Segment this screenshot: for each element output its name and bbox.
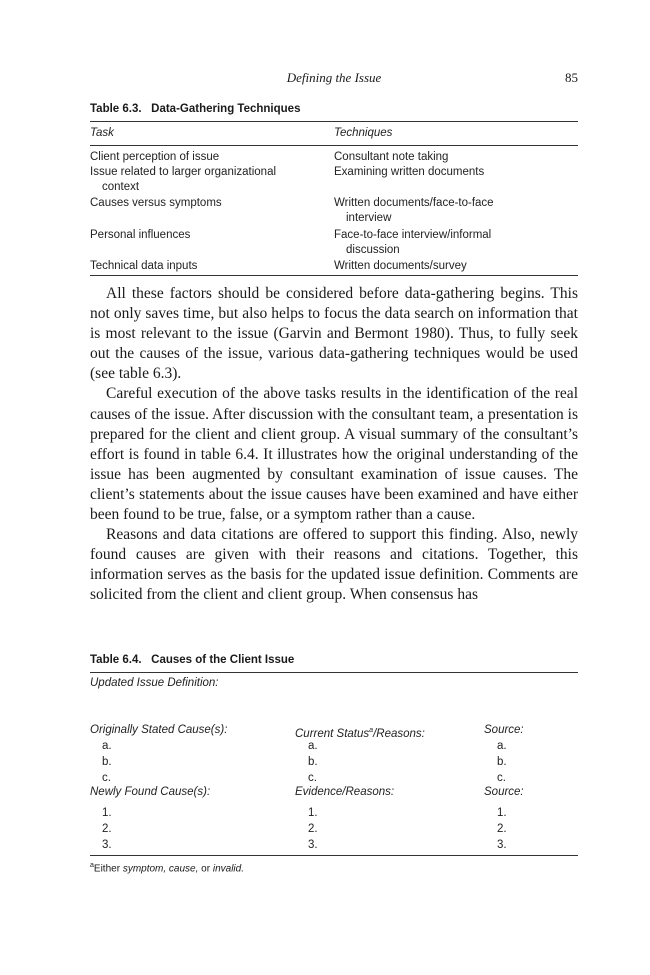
list-item: 1.: [102, 807, 112, 819]
table-6-4-bottom-rule: [90, 855, 578, 856]
footnote-marker: a: [369, 727, 374, 734]
table-row-technique: Written documents/survey: [334, 260, 467, 272]
table-6-3-header-techniques: Techniques: [334, 127, 393, 139]
table-row-technique: Consultant note taking: [334, 151, 449, 163]
list-item: 3.: [308, 839, 318, 851]
table-row-task: Client perception of issue: [90, 151, 220, 163]
evidence-reasons-header: Evidence/Reasons:: [295, 786, 395, 798]
page-number: 85: [565, 70, 578, 85]
table-row-technique: Examining written documents: [334, 166, 485, 178]
list-item: 3.: [497, 839, 507, 851]
list-item: b.: [497, 756, 507, 768]
list-item: a.: [497, 740, 507, 752]
table-6-3-title: Data-Gathering Techniques: [151, 103, 301, 115]
running-header: [90, 70, 578, 86]
list-item: a.: [308, 740, 318, 752]
table-6-3-caption: [90, 103, 300, 115]
list-item: c.: [497, 772, 506, 784]
list-item: 2.: [497, 823, 507, 835]
table-6-4-top-rule: [90, 672, 578, 673]
originally-stated-causes-header: Originally Stated Cause(s):: [90, 724, 228, 736]
body-text: [90, 284, 578, 606]
list-item: b.: [102, 756, 112, 768]
table-6-3-header-task: Task: [90, 127, 114, 139]
list-item: 1.: [497, 807, 507, 819]
running-title: Defining the Issue: [286, 70, 382, 85]
table-6-4-number: Table 6.4.: [90, 654, 142, 666]
table-row-task: Technical data inputs: [90, 260, 198, 272]
paragraph-3: Reasons and data citations are offered to support this finding. Also, newly found causes are given with their reasons and citations. Together, this information serves as the basis for the updated issue definition. Comments are solicited from the client and client group. When consensus has: [90, 526, 578, 604]
table-row-technique: Written documents/face-to-face interview: [334, 197, 494, 224]
footnote-marker: a: [90, 862, 94, 869]
current-status-header: Current Status$^a$/Reasons:: [295, 727, 425, 740]
table-6-3-header-rule: [90, 145, 578, 146]
table-6-3-bottom-rule: [90, 275, 578, 276]
list-item: c.: [102, 772, 111, 784]
table-row-technique: Face-to-face interview/informal discussion: [334, 229, 492, 256]
table-row-task: Issue related to larger organizational context: [90, 166, 277, 193]
table-6-4-caption: [90, 654, 294, 666]
table-footnote: $^a$Either symptom, cause, or invalid.: [90, 862, 244, 875]
table-6-4-title: Causes of the Client Issue: [151, 654, 295, 666]
table-row-task: Causes versus symptoms: [90, 197, 222, 209]
source-header-1: Source:: [484, 724, 524, 736]
newly-found-causes-header: Newly Found Cause(s):: [90, 786, 211, 798]
list-item: 1.: [308, 807, 318, 819]
source-header-2: Source:: [484, 786, 524, 798]
paragraph-2: Careful execution of the above tasks results in the identification of the real causes of the issue. After discussion with the consultant team, a presentation is prepared for the client and client group. A visual summary of the consultant’s effort is found in table 6.4. It illustrates how the original understanding of the issue has been augmented by consultant examination of issue causes. The client’s statements about the issue causes have been examined and have either been found to be true, false, or a symptom rather than a cause.: [90, 385, 578, 524]
list-item: 3.: [102, 839, 112, 851]
list-item: b.: [308, 756, 318, 768]
table-6-3-number: Table 6.3.: [90, 103, 142, 115]
paragraph-1: All these factors should be considered before data-gathering begins. This not only saves time, but also helps to focus the data search on information that is most relevant to the issue (Garvin and Bermont 1980). Thus, to fully seek out the causes of the issue, various data-gathering techniques would be used (see table 6.3).: [90, 285, 578, 383]
table-row-task: Personal influences: [90, 229, 191, 241]
table-6-3-top-rule: [90, 121, 578, 122]
updated-issue-definition-label: Updated Issue Definition:: [90, 677, 219, 689]
list-item: c.: [308, 772, 317, 784]
list-item: a.: [102, 740, 112, 752]
list-item: 2.: [102, 823, 112, 835]
list-item: 2.: [308, 823, 318, 835]
